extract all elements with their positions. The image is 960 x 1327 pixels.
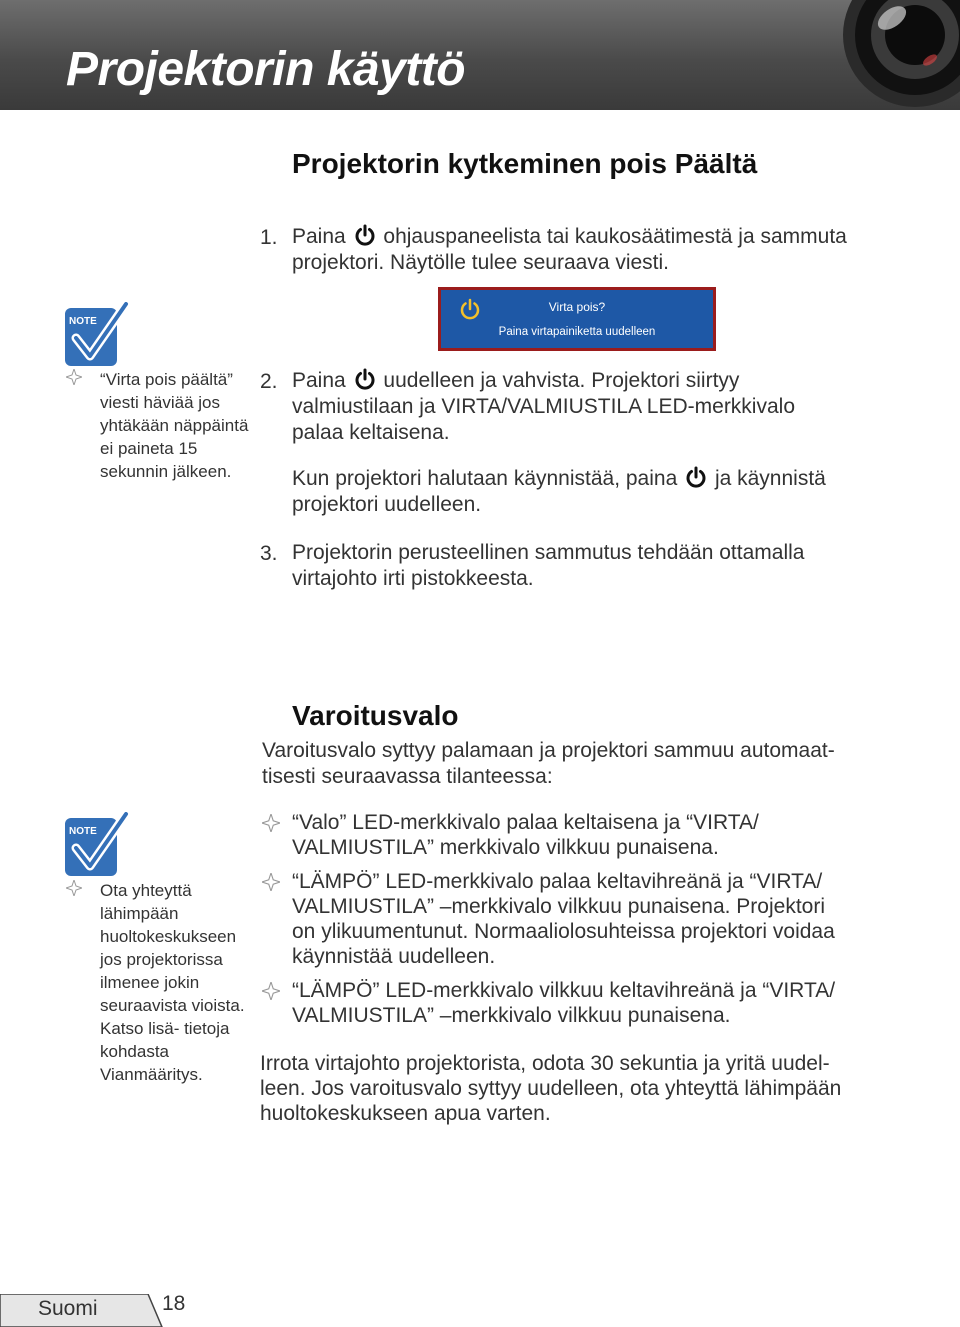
step-2-restart-text <box>292 466 912 518</box>
step-2-line2: valmiustilaan ja VIRTA/VALMIUSTILA LED-merkkivalo <box>292 395 795 418</box>
warning-bullet-3-text <box>292 978 892 1028</box>
note-label: NOTE <box>69 826 97 837</box>
step-3-number: 3. <box>260 542 278 565</box>
bullet-3-line-2: VALMIUSTILA” –merkkivalo vilkkuu punaisena. <box>292 1004 731 1027</box>
warning-bullet-2-text <box>292 869 892 969</box>
diamond-bullet-icon <box>262 873 280 891</box>
bullet-1-line-1: “Valo” LED-merkkivalo palaa keltaisena ja “VIRTA/ <box>292 811 759 834</box>
power-icon <box>354 224 376 246</box>
note-label: NOTE <box>69 316 97 327</box>
step-1-number: 1. <box>260 226 278 249</box>
section-heading-power-off: Projektorin kytkeminen pois Päältä <box>292 148 758 179</box>
outro-line2: leen. Jos varoitusvalo syttyy uudelleen, ota yhteyttä lähimpään <box>260 1077 842 1100</box>
step-2-line3: palaa keltaisena. <box>292 421 450 444</box>
power-icon <box>354 368 376 390</box>
step-2-number: 2. <box>260 370 278 393</box>
power-icon <box>685 466 707 488</box>
osd-power-off-dialog <box>438 287 716 351</box>
diamond-bullet-icon <box>66 369 82 385</box>
bullet-2-line-4: käynnistää uudelleen. <box>292 945 496 968</box>
page-number: 18 <box>162 1292 186 1315</box>
side-note-2-text: Ota yhteyttä lähimpään huoltokeskukseen jos projektorissa ilmenee jokin seuraavista vioista. Katso lisä- tietoja kohdasta Vianmääritys. <box>100 881 245 1084</box>
step-3-line1: Projektorin perusteellinen sammutus tehdään ottamalla <box>292 541 805 564</box>
restart-after: ja käynnistä <box>714 467 826 490</box>
step-1-text <box>292 224 912 276</box>
bullet-2-line-2: VALMIUSTILA” –merkkivalo vilkkuu punaisena. Projektori <box>292 895 825 918</box>
note-checkmark-icon <box>64 812 130 878</box>
step-1-before: Paina <box>292 225 346 248</box>
footer-language: Suomi <box>38 1297 98 1320</box>
warning-intro-line2: tisesti seuraavassa tilanteessa: <box>262 765 553 788</box>
step-2-before: Paina <box>292 369 346 392</box>
outro-line1: Irrota virtajohto projektorista, odota 30 sekuntia ja yritä uudel- <box>260 1052 830 1075</box>
step-1-line2: projektori. Näytölle tulee seuraava viesti. <box>292 251 670 274</box>
diamond-bullet-icon <box>262 814 280 832</box>
outro-line3: huoltokeskukseen apua varten. <box>260 1102 551 1125</box>
diamond-bullet-icon <box>66 880 82 896</box>
lens-graphic <box>840 0 960 110</box>
bullet-2-line-3: on ylikuumentunut. Normaaliolosuhteissa projektori voidaa <box>292 920 835 943</box>
step-3-line2: virtajohto irti pistokkeesta. <box>292 567 534 590</box>
step-2-text <box>292 368 912 446</box>
step-1-after: ohjauspaneelista tai kaukosäätimestä ja sammuta <box>383 225 847 248</box>
step-2-after: uudelleen ja vahvista. Projektori siirtyy <box>383 369 740 392</box>
warning-intro-line1: Varoitusvalo syttyy palamaan ja projektori sammuu automaat- <box>262 739 835 762</box>
bullet-2-line-1: “LÄMPÖ” LED-merkkivalo palaa keltavihreänä ja “VIRTA/ <box>292 870 823 893</box>
bullet-1-line-2: VALMIUSTILA” merkkivalo vilkkuu punaisena. <box>292 836 719 859</box>
osd-line-1: Virta pois? <box>548 300 606 314</box>
restart-before: Kun projektori halutaan käynnistää, paina <box>292 467 678 490</box>
step-3-text <box>292 540 912 592</box>
warning-outro <box>260 1051 920 1126</box>
page-header <box>0 0 960 110</box>
osd-line-2: Paina virtapainiketta uudelleen <box>498 326 656 338</box>
bullet-3-line-1: “LÄMPÖ” LED-merkkivalo vilkkuu keltavihreänä ja “VIRTA/ <box>292 979 836 1002</box>
section-heading-warning-light: Varoitusvalo <box>292 700 459 731</box>
restart-line2: projektori uudelleen. <box>292 493 482 516</box>
page-title: Projektorin käyttö <box>66 43 466 96</box>
warning-intro <box>262 738 922 790</box>
note-checkmark-icon <box>64 302 130 368</box>
side-note-1-text: “Virta pois päältä” viesti häviää jos yhtäkään näppäintä ei paineta 15 sekunnin jälkeen. <box>100 370 249 481</box>
warning-bullet-1-text <box>292 810 892 860</box>
diamond-bullet-icon <box>262 982 280 1000</box>
